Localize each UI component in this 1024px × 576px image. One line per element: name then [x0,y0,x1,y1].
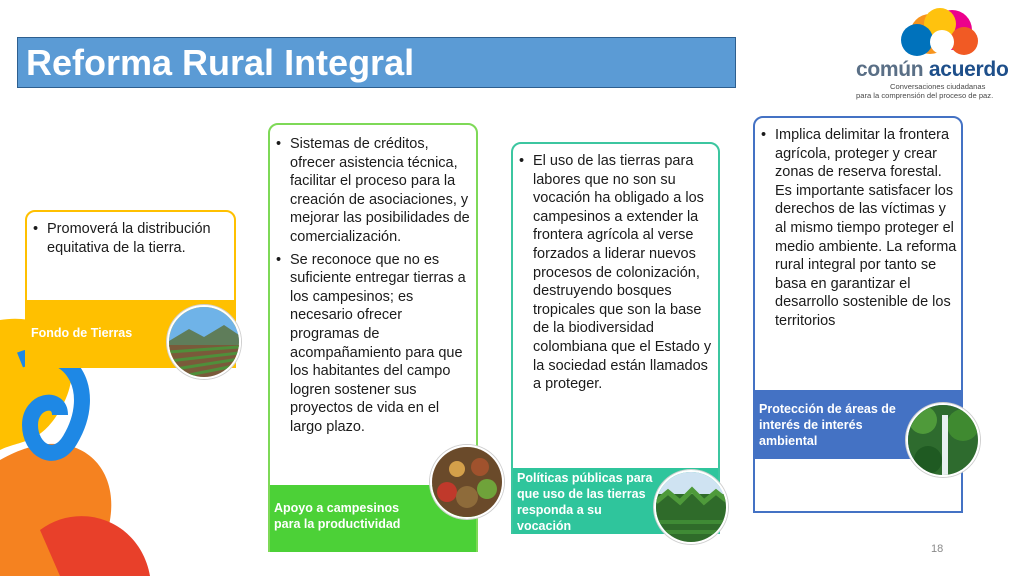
bullet-text: • Sistemas de créditos, ofrecer asistencia técnica, facilitar el proceso para la creación de asociaciones, y mejorar las posibilidades de comercialización. [272,135,472,247]
bullet-text: • El uso de las tierras para labores que no son su vocación ha obligado a los campesinos a extender la frontera agrícola al verse forzados a liderar nuevos procesos de colonización, destruyendo bosques tropicales que son la base de la biodiversidad colombiana que el Estado y la sociedad están llamados a proteger. [515,152,715,394]
bullet-text: • Implica delimitar la frontera agrícola, proteger y crear zonas de reserva forestal. Es importante satisfacer los derechos de las víctimas y al mismo tiempo proteger el medio ambiente. La reforma rural integral por tanto se basa en garantizar el desarrollo sostenible de los territorios [757,126,959,331]
band-proteccion-areas: Protección de áreas de interés de interés ambiental [755,390,961,459]
bullet-text: • Promoverá la distribución equitativa de la tierra. [29,220,229,257]
forest-waterfall-image [906,403,980,477]
bullet-text: • Se reconoce que no es suficiente entregar tierras a los campesinos; es necesario ofrecer programas de acompañamiento para que los habitantes del campo logren sostener sus proyectos de vida en el largo plazo. [272,251,472,437]
band-politicas-publicas: Políticas públicas para que uso de las tierras responda a su vocación [513,468,718,534]
farmland-image [167,305,241,379]
page-title: Reforma Rural Integral [26,42,415,83]
page-number: 18 [931,543,944,555]
logo-cloud-icon [852,8,1017,60]
palm-plantation-image [654,470,728,544]
logo-subtitle: Conversaciones ciudadanas para la comprensión del proceso de paz. [856,82,994,100]
band-apoyo-campesinos: Apoyo a campesinos para la productividad [270,485,476,552]
market-produce-image [430,445,504,519]
comun-acuerdo-logo [852,8,1017,100]
logo-wordmark: común acuerdo [856,58,1009,81]
band-fondo-de-tierras: Fondo de Tierras [27,300,234,368]
title-bar [17,37,736,88]
